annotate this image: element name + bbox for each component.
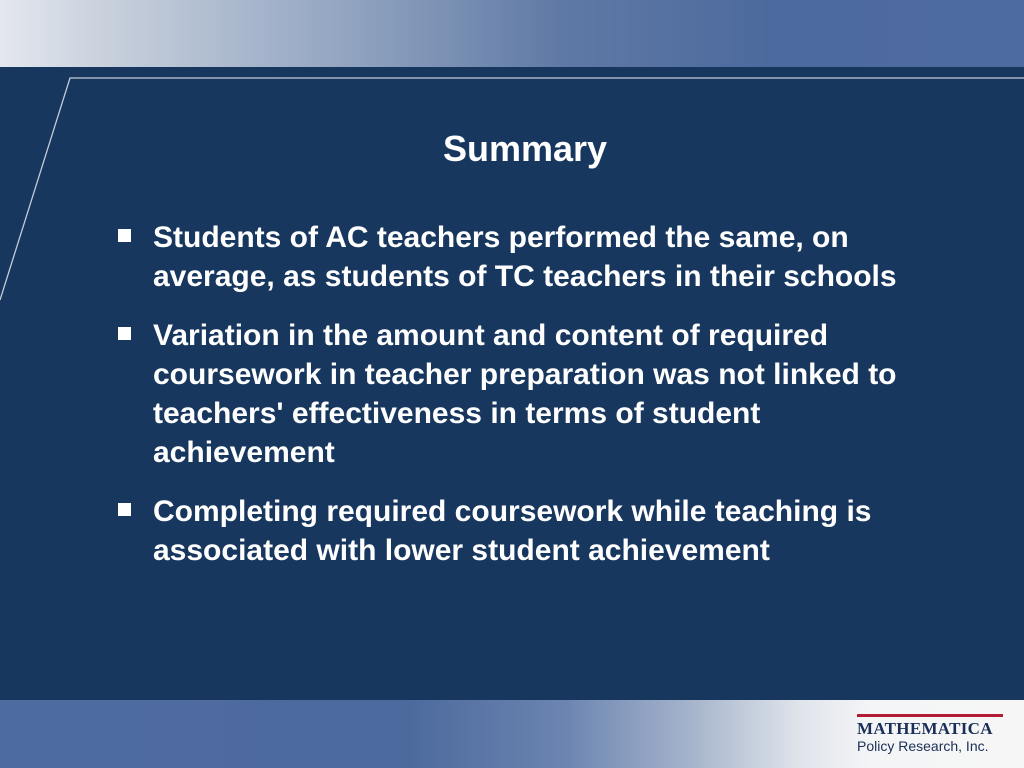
slide-title: Summary (442, 128, 608, 169)
mathematica-logo (857, 714, 1007, 755)
square-bullet-icon (118, 327, 131, 340)
top-gradient-band (0, 0, 1024, 67)
bullet-text: Students of AC teachers performed the same, on average, as students of TC teachers in their schools (153, 221, 897, 293)
bullet-item (118, 218, 948, 296)
square-bullet-icon (118, 503, 131, 516)
bullet-text: Completing required coursework while teaching is associated with lower student achievement (153, 495, 872, 567)
logo-name: MATHEMATICA (857, 719, 993, 738)
bullet-item (118, 316, 948, 472)
bullet-text: Variation in the amount and content of required coursework in teacher preparation was not linked to teachers' effectiveness in terms of student achievement (153, 319, 897, 469)
bullet-item (118, 492, 948, 570)
logo-subtitle: Policy Research, Inc. (857, 738, 989, 754)
square-bullet-icon (118, 229, 131, 242)
bullet-list (118, 218, 948, 590)
logo-red-rule (857, 714, 1003, 717)
